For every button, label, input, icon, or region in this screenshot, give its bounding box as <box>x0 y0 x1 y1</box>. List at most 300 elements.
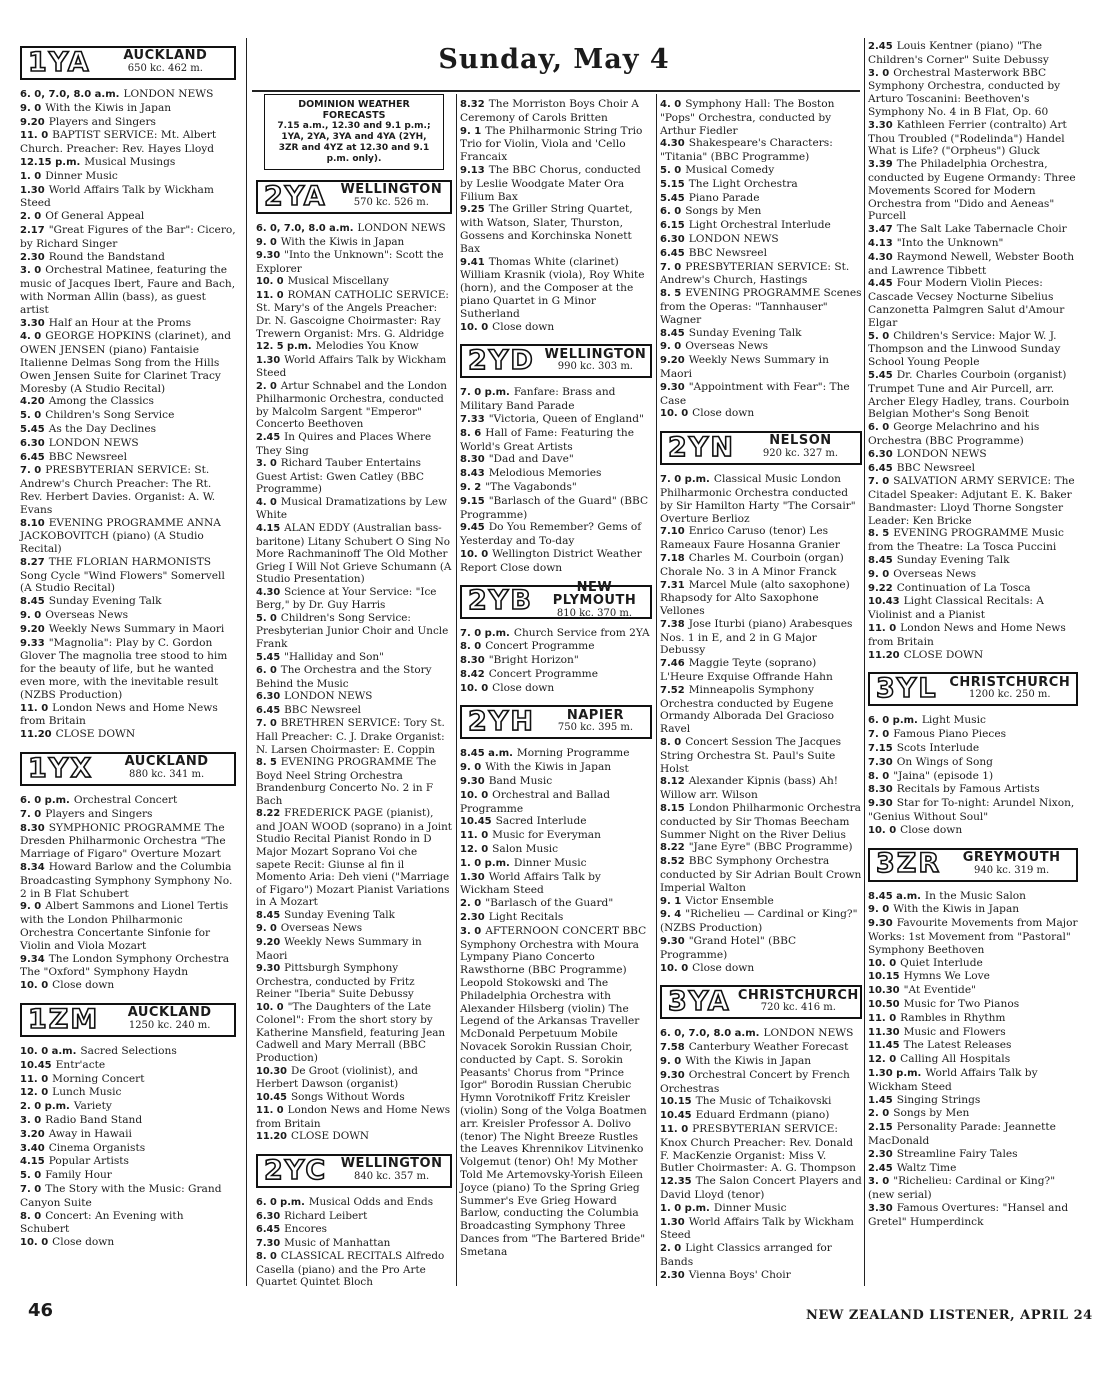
programme-time: 6. 0 p.m. <box>256 1196 305 1208</box>
programme-text: Favourite Movements from Major Works: 1st Movement from "Pastoral" Symphony Beethoven <box>868 917 1078 956</box>
programme-entry <box>460 815 652 829</box>
programme-entry <box>256 717 452 756</box>
programme-entry <box>20 822 236 861</box>
programme-time: 9.30 <box>660 1069 685 1081</box>
programme-entry <box>660 802 862 841</box>
weather-forecast-box <box>264 94 444 170</box>
programme-text: Louis Kentner (piano) "The Children's Corner" Suite Debussy <box>868 40 1049 66</box>
programme-time: 5.15 <box>660 178 685 190</box>
programme-time: 6. 0 <box>256 665 277 677</box>
programme-time: 9. 0 <box>660 1056 682 1067</box>
programme-time: 3.20 <box>20 1128 45 1140</box>
programme-time: 8.30 <box>20 822 45 834</box>
programme-time: 9. 2 <box>460 481 482 493</box>
programme-text: Sunday Evening Talk <box>688 326 802 339</box>
programme-text: Minneapolis Symphony Orchestra conducted by Eugene Ormandy Alborada Del Gracioso Ravel <box>660 683 834 736</box>
programme-entry <box>868 970 1078 984</box>
programme-time: 9.25 <box>460 204 485 216</box>
station-banner-3ya <box>660 985 862 1019</box>
programme-text: The BBC Chorus, conducted by Leslie Woodgate Mater Ora Filium Bax <box>460 163 641 203</box>
programme-text: Cinema Organists <box>48 1141 146 1154</box>
programme-time: 2. 0 <box>868 1108 890 1120</box>
programme-time: 11.30 <box>868 1026 900 1038</box>
programme-entry <box>20 1114 236 1128</box>
programme-entry <box>660 935 862 962</box>
programme-text: Sunday Evening Talk <box>48 595 162 608</box>
programme-text: Children's Song Service: Presbyterian Junior Choir and Uncle Frank <box>256 611 449 650</box>
programme-text: Orchestral Concert by French Orchestras <box>660 1068 850 1095</box>
programme-text: Classical Music London Philharmonic Orchestra conducted by Sir Hamilton Harty "The Corsair" Overture Berlioz <box>660 473 856 525</box>
station-logo: 1YX <box>28 752 94 784</box>
programme-text: THE FLORIAN HARMONISTS Song Cycle "Wind Flowers" Somervell (A Studio Recital) <box>20 555 225 595</box>
station-city: NEW PLYMOUTH <box>552 580 637 609</box>
programme-time: 9.22 <box>868 582 893 594</box>
programme-entry <box>868 1202 1078 1229</box>
programme-time: 10.50 <box>868 999 900 1010</box>
programme-time: 11. 0 <box>20 1073 49 1085</box>
programme-entry <box>256 354 452 380</box>
station-banner-2yh <box>460 705 652 739</box>
programme-text: Sunday Evening Talk <box>284 908 395 921</box>
programme-time: 2. 0 p.m. <box>20 1101 70 1113</box>
station-logo: 2YA <box>264 180 327 212</box>
programme-entry <box>868 527 1078 554</box>
programme-text: Continuation of La Tosca <box>896 581 1031 594</box>
programme-text: BBC Newsreel <box>48 450 127 463</box>
programme-text: Four Modern Violin Pieces: Cascade Vecsey Nocturne Sibelius Canzonetta Palmgren Salut d'Amour Elgar <box>868 277 1065 329</box>
programme-entry <box>256 690 452 704</box>
programme-entry <box>256 651 452 665</box>
programme-time: 7.31 <box>660 579 685 591</box>
station-logo: 1ZM <box>28 1003 100 1035</box>
programme-time: 10. 0 <box>868 824 897 836</box>
programme-text: BBC Newsreel <box>284 703 361 716</box>
programme-entry <box>660 1175 862 1202</box>
programme-entry <box>20 409 236 423</box>
programme-time: 9.20 <box>20 116 45 128</box>
programme-text: The Orchestra and the Story Behind the Music <box>256 664 432 690</box>
programme-entry <box>460 413 652 427</box>
programme-text: World Affairs Talk by Wickham Steed <box>20 183 214 210</box>
programme-time: 1.30 <box>460 871 485 883</box>
programme-entry <box>660 219 862 233</box>
programme-text: World Affairs Talk by Wickham Steed <box>460 870 601 897</box>
programme-entry <box>868 568 1078 582</box>
programme-entry <box>20 1210 236 1237</box>
programme-entry <box>460 654 652 668</box>
programme-entry <box>256 664 452 690</box>
programme-text: Streamline Fairy Tales <box>896 1147 1018 1160</box>
programme-time: 8.30 <box>868 784 893 796</box>
programme-entry <box>460 386 652 413</box>
programme-entry <box>660 178 862 192</box>
programme-text: Lunch Music <box>52 1086 122 1099</box>
programme-text: Musical Comedy <box>685 163 775 176</box>
programme-time: 3. 0 <box>868 1176 890 1188</box>
programme-text: Hall of Fame: Featuring the World's Great Artists <box>460 426 634 453</box>
programme-text: Eduard Erdmann (piano) <box>695 1109 830 1122</box>
station-logo: 3YL <box>876 673 938 705</box>
programme-entry <box>460 125 652 164</box>
programme-text: Sacred Selections <box>80 1045 177 1057</box>
programme-text: The Salon Concert Players and David Lloyd (tenor) <box>660 1175 862 1201</box>
programme-entry <box>20 1169 236 1183</box>
programme-time: 6.30 <box>256 691 281 703</box>
weather-title: DOMINION WEATHER FORECASTS <box>298 99 410 121</box>
programme-entry <box>660 1216 862 1243</box>
station-frequency: 920 kc. 327 m. <box>762 448 839 460</box>
programme-entry <box>868 582 1078 596</box>
programme-text: World Affairs Talk by Wickham Steed <box>868 1066 1038 1093</box>
programme-text: Victor Ensemble <box>685 894 774 907</box>
programme-entry <box>868 67 1078 119</box>
programme-text: Hymns We Love <box>903 970 990 983</box>
programme-time: 8. 0 <box>256 1251 277 1263</box>
programme-entry <box>868 421 1078 448</box>
programme-time: 8.30 <box>460 454 485 466</box>
programme-entry <box>20 517 236 556</box>
programme-time: 6.45 <box>20 451 45 463</box>
programme-entry <box>256 249 452 275</box>
programme-time: 9.13 <box>460 164 485 176</box>
programme-text: Calling All Hospitals <box>900 1053 1011 1066</box>
programme-time: 9.30 <box>460 776 485 788</box>
programme-text: Children's Song Service <box>45 409 175 422</box>
station-frequency: 880 kc. 341 m. <box>128 769 205 781</box>
programme-text: Wellington District Weather Report Close down <box>460 547 642 574</box>
programme-entry <box>20 395 236 409</box>
programme-time: 9.45 <box>460 522 485 534</box>
programme-text: Half an Hour at the Proms <box>48 316 192 329</box>
programme-text: The Morriston Boys Choir A Ceremony of Carols Britten <box>460 98 639 124</box>
programme-time: 11.45 <box>868 1040 900 1052</box>
programme-entry <box>20 464 236 516</box>
programme-time: 6.45 <box>660 247 685 259</box>
programme-entry <box>20 224 236 251</box>
programme-time: 10.30 <box>256 1065 287 1077</box>
programme-text: With the Kiwis in Japan <box>685 1055 812 1067</box>
programme-time: 5. 0 <box>868 330 890 342</box>
schedule-1ya <box>20 88 236 742</box>
programme-text: Fanfare: Brass and Military Band Parade <box>460 386 616 413</box>
programme-time: 7. 0 <box>868 729 890 741</box>
programme-text: ROMAN CATHOLIC SERVICE: St. Mary's of the Angels Preacher: Dr. N. Gascoigne Choirmaster: Ray Trewern Organist: Mrs. G. Aldridge <box>256 288 449 340</box>
programme-entry <box>660 684 862 736</box>
programme-time: 2. 0 <box>256 380 277 392</box>
programme-entry <box>20 1155 236 1169</box>
programme-time: 10. 0 <box>256 276 284 288</box>
schedule-1yx <box>20 794 236 993</box>
programme-time: 2. 0 <box>20 211 42 223</box>
programme-text: PRESBYTERIAN SERVICE: St. Andrew's Church Preacher: The Rt. Rev. Herbert Davies. Organist: A. W. Evans <box>20 464 216 516</box>
programme-entry <box>20 595 236 609</box>
programme-time: 6.30 <box>660 233 685 245</box>
station-logo: 2YD <box>468 344 535 376</box>
programme-entry <box>868 277 1078 329</box>
programme-entry <box>460 843 652 857</box>
programme-time: 7. 0 <box>256 718 277 730</box>
programme-entry <box>660 205 862 219</box>
programme-time: 2. 0 <box>460 898 482 910</box>
programme-time: 8.52 <box>660 856 685 868</box>
schedule-1zm <box>20 1045 236 1250</box>
programme-text: Marcel Mule (alto saxophone) Rhapsody for Alto Saxophone Vellones <box>660 578 850 618</box>
programme-entry <box>256 222 452 236</box>
programme-entry <box>256 922 452 936</box>
programme-time: 10.45 <box>660 1110 692 1122</box>
programme-entry <box>868 917 1078 956</box>
programme-entry <box>20 116 236 130</box>
programme-text: Encores <box>284 1223 327 1236</box>
programme-entry <box>868 742 1078 756</box>
programme-entry <box>460 548 652 575</box>
programme-entry <box>660 736 862 775</box>
station-logo: 1YA <box>28 46 91 78</box>
programme-entry <box>20 808 236 822</box>
programme-text: In Quires and Places Where They Sing <box>256 431 432 457</box>
programme-text: "Into the Unknown" <box>896 236 1004 249</box>
programme-time: 3. 0 <box>256 458 277 470</box>
programme-text: Players and Singers <box>45 807 153 820</box>
programme-text: George Melachrino and his Orchestra (BBC Programme) <box>868 421 1040 447</box>
programme-text: Enrico Caruso (tenor) Les Rameaux Faure Hosanna Granier <box>660 525 840 552</box>
programme-text: Musical Miscellany <box>287 275 389 288</box>
programme-entry <box>868 369 1078 421</box>
programme-text: Weekly News Summary in Maori <box>660 354 829 380</box>
programme-text: Orchestral Matinee, featuring the music of Jacques Ibert, Faure and Bach, with Norman Allin (bass), as guest artist <box>20 264 236 316</box>
programme-text: Orchestral Masterwork BBC Symphony Orchestra, conducted by Arturo Toscanini: Beethoven's Symphony No. 4 in B Flat, Op. 60 <box>868 66 1061 118</box>
programme-text: Orchestral Concert <box>73 794 178 807</box>
station-logo: 3YA <box>668 986 731 1017</box>
column-rule <box>864 38 865 1286</box>
programme-entry <box>660 261 862 288</box>
programme-text: Radio Band Stand <box>45 1113 143 1126</box>
programme-entry <box>20 451 236 465</box>
programme-entry <box>20 1073 236 1087</box>
programme-text: "Bright Horizon" <box>488 654 579 667</box>
station-banner-1zm <box>20 1003 236 1037</box>
programme-entry <box>868 1107 1078 1121</box>
programme-entry <box>868 728 1078 742</box>
programme-text: Recitals by Famous Artists <box>896 783 1040 796</box>
programme-time: 2.45 <box>868 1162 893 1174</box>
programme-entry <box>660 1202 862 1216</box>
programme-entry <box>20 330 236 395</box>
programme-time: 10. 0 <box>460 682 489 694</box>
programme-entry <box>460 789 652 816</box>
programme-text: World Affairs Talk by Wickham Steed <box>256 353 447 380</box>
programme-text: "Great Figures of the Bar": Cicero, by Richard Singer <box>20 223 236 250</box>
programme-text: Charles M. Courboin (organ) Chorale No. 3 in A Minor Franck <box>660 551 844 578</box>
programme-text: Concert Session The Jacques String Orchestra St. Paul's Suite Holst <box>660 736 842 775</box>
station-frequency: 840 kc. 357 m. <box>353 1170 430 1182</box>
programme-time: 11. 0 <box>460 830 489 842</box>
programme-entry <box>660 962 862 976</box>
programme-time: 10. 0 <box>20 980 49 992</box>
programme-time: 9. 0 <box>256 236 277 248</box>
station-banner-3zr <box>868 848 1078 882</box>
programme-text: "Richelieu: Cardinal or King?" (new serial) <box>868 1175 1056 1202</box>
programme-entry <box>868 595 1078 622</box>
programme-entry <box>20 251 236 265</box>
programme-entry <box>460 829 652 843</box>
station-frequency: 1250 kc. 240 m. <box>128 1020 211 1031</box>
programme-time: 12.15 p.m. <box>20 156 81 168</box>
programme-time: 3.30 <box>868 119 893 131</box>
station-banner-1ya <box>20 46 236 80</box>
schedule-2yb <box>460 627 652 696</box>
programme-entry <box>20 1236 236 1250</box>
programme-entry <box>660 1041 862 1055</box>
programme-text: "Barlasch of the Guard" (BBC Programme) <box>460 494 649 521</box>
programme-entry <box>660 775 862 802</box>
programme-entry <box>256 236 452 250</box>
programme-text: The Story with the Music: Grand Canyon Suite <box>20 1182 222 1209</box>
programme-entry <box>868 797 1078 824</box>
station-frequency: 940 kc. 319 m. <box>973 864 1050 876</box>
programme-entry <box>660 1095 862 1109</box>
programme-entry <box>460 467 652 481</box>
programme-text: The London Symphony Orchestra The "Oxford" Symphony Haydn <box>20 952 230 979</box>
programme-text: On Wings of Song <box>896 755 993 768</box>
programme-time: 11. 0 <box>20 702 49 714</box>
programme-entry <box>660 855 862 894</box>
programme-text: EVENING PROGRAMME The Boyd Neel String Orchestra Brandenburg Concerto No. 2 in F Bach <box>256 756 437 807</box>
programme-entry <box>660 164 862 178</box>
programme-time: 10. 0 <box>256 1001 284 1013</box>
programme-text: "Magnolia": Play by C. Gordon Glover The magnolia tree stood to him for the beauty of life, but he wanted even more, with the inevitable result (NZBS Production) <box>20 636 228 701</box>
programme-time: 4.20 <box>20 396 45 408</box>
schedule-3ya <box>660 1027 862 1282</box>
programme-entry <box>460 627 652 641</box>
programme-text: BBC Symphony Orchestra conducted by Sir Adrian Boult Crown Imperial Walton <box>660 855 862 894</box>
programme-time: 10. 0 <box>20 1237 49 1249</box>
programme-text: Musical Dramatizations by Lew White <box>256 495 447 522</box>
programme-entry <box>868 1053 1078 1067</box>
station-banner-2yn <box>660 431 862 465</box>
programme-time: 8.22 <box>256 808 281 820</box>
programme-entry <box>868 1175 1078 1202</box>
programme-entry <box>868 223 1078 237</box>
column-5 <box>868 40 1078 1229</box>
programme-time: 9. 0 <box>256 923 277 935</box>
programme-text: Shakespeare's Characters: "Titania" (BBC Programme) <box>660 137 833 164</box>
column-3 <box>460 98 652 1259</box>
programme-text: Songs by Men <box>685 205 762 218</box>
programme-time: 11. 0 <box>868 1012 897 1024</box>
station-banner-3yl <box>868 672 1078 706</box>
programme-time: 3. 0 <box>460 925 482 937</box>
programme-text: LONDON NEWS <box>123 88 214 100</box>
schedule-2yn <box>660 473 862 975</box>
programme-text: With the Kiwis in Japan <box>280 235 405 248</box>
programme-time: 6.30 <box>868 448 893 460</box>
programme-time: 6.15 <box>660 220 685 232</box>
programme-text: With the Kiwis in Japan <box>45 101 172 114</box>
programme-text: Artur Schnabel and the London Philharmonic Orchestra, conducted by Malcolm Sargent "Emperor" Concerto Beethoven <box>256 379 447 431</box>
programme-entry <box>460 98 652 125</box>
programme-text: CLOSE DOWN <box>55 728 136 741</box>
programme-entry <box>20 637 236 702</box>
programme-entry <box>660 98 862 137</box>
programme-entry <box>868 1162 1078 1176</box>
programme-entry <box>460 911 652 925</box>
programme-text: Players and Singers <box>48 115 156 128</box>
page-heading: Sunday, May 4 <box>438 44 670 75</box>
programme-text: Concert: An Evening with Schubert <box>20 1209 184 1236</box>
programme-entry <box>660 1123 862 1175</box>
programme-time: 6. 0 p.m. <box>868 715 918 727</box>
column-rule <box>456 94 457 1286</box>
programme-time: 9. 0 <box>20 901 42 913</box>
programme-time: 8.27 <box>20 556 45 568</box>
programme-entry <box>20 88 236 102</box>
programme-entry <box>660 1027 862 1041</box>
programme-text: "Dad and Dave" <box>488 453 574 466</box>
programme-time: 10.45 <box>460 816 492 828</box>
station-city: AUCKLAND <box>127 1005 212 1021</box>
programme-time: 8.10 <box>20 517 45 529</box>
station-city: WELLINGTON <box>340 1156 443 1172</box>
programme-time: 5. 0 <box>20 1170 42 1182</box>
programme-text: Variety <box>73 1100 112 1113</box>
station-frequency: 720 kc. 416 m. <box>760 1002 836 1014</box>
programme-time: 9.30 <box>660 381 685 393</box>
schedule-2yh <box>460 747 652 1258</box>
programme-time: 9.20 <box>660 355 685 367</box>
programme-time: 1. 0 p.m. <box>660 1202 710 1214</box>
programme-entry <box>660 579 862 618</box>
programme-time: 11.20 <box>20 729 52 741</box>
programme-time: 10. 0 <box>460 789 489 801</box>
programme-text: Band Music <box>488 775 553 788</box>
programme-text: Personality Parade: Jeannette MacDonald <box>868 1121 1056 1147</box>
programme-time: 9. 1 <box>460 125 482 137</box>
programme-text: AFTERNOON CONCERT BBC Symphony Orchestra with Moura Lympany Piano Concerto Rawsthorne (BBC Programme) Leopold Stokowski and The Philadelphia Orchestra with Alexander Hilsberg (violin) The Legend of the Arkansas Traveller McDonald Perpetuum Mobile Novacek Sorokin Russian Choir, conducted by Capt. S. Sorokin Peasants' Chorus from "Prince Igor" Borodin Russian Cherubic Hymn Vorotnikoff Fritz Kreisler (violin) Song of the Volga Boatmen arr. Kreisler Professor A. Dolivo (tenor) The Night Breeze Rustles the Leaves Khrennikov Litvinenko Volgemut (tenor) Oh! My Mother Told Me Artemovsky-Yorish Eileen Joyce (piano) To the Spring Grieg Summer's Eve Grieg Howard Barlow, conducting the Columbia Broadcasting Symphony Three Dances from "The Bartered Bride" Smetana <box>460 924 647 1258</box>
programme-time: 7.58 <box>660 1042 685 1054</box>
programme-text: "Appointment with Fear": The Case <box>660 380 850 407</box>
programme-text: Close down <box>900 823 963 836</box>
programme-entry <box>20 556 236 595</box>
schedule-2yh-continued <box>660 98 862 421</box>
programme-text: LONDON NEWS <box>48 436 139 449</box>
programme-entry <box>256 1196 452 1210</box>
programme-entry <box>660 192 862 206</box>
programme-entry <box>868 330 1078 369</box>
programme-entry <box>256 275 452 289</box>
programme-time: 1. 0 p.m. <box>460 857 510 869</box>
programme-text: Famous Overtures: "Hansel and Gretel" Humperdinck <box>868 1201 1069 1228</box>
programme-text: World Affairs Talk by Wickham Steed <box>660 1215 854 1242</box>
programme-text: Star for To-night: Arundel Nixon, "Genius Without Soul" <box>868 797 1075 824</box>
programme-text: Howard Barlow and the Columbia Broadcasting Symphony Symphony No. 2 in B Flat Schubert <box>20 861 233 900</box>
programme-text: Dinner Music <box>513 856 587 869</box>
programme-entry <box>868 1026 1078 1040</box>
programme-time: 5.45 <box>20 423 45 435</box>
programme-time: 9.15 <box>460 495 485 507</box>
programme-entry <box>660 247 862 261</box>
programme-entry <box>868 1039 1078 1053</box>
programme-text: Close down <box>52 979 115 992</box>
programme-text: Morning Programme <box>516 747 630 760</box>
programme-text: Music of Manhattan <box>284 1236 391 1249</box>
programme-entry <box>660 1109 862 1123</box>
programme-text: LONDON NEWS <box>284 690 373 703</box>
programme-time: 6. 0, 7.0, 8.0 a.m. <box>660 1028 760 1040</box>
programme-time: 2.15 <box>868 1122 893 1134</box>
programme-entry <box>868 1121 1078 1148</box>
programme-time: 8.12 <box>660 776 685 788</box>
